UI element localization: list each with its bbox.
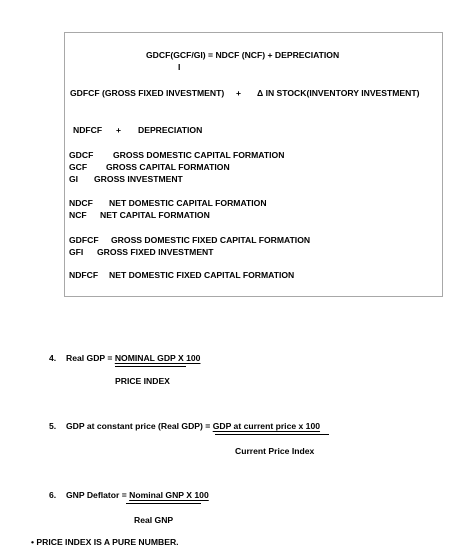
definition-item bbox=[69, 270, 294, 281]
definition-full: NET DOMESTIC FIXED CAPITAL FORMATION bbox=[109, 270, 295, 280]
definition-full: NET DOMESTIC CAPITAL FORMATION bbox=[109, 198, 267, 208]
formula-4 bbox=[49, 353, 200, 364]
formula-lhs: GDP at constant price (Real GDP) = bbox=[66, 421, 213, 431]
definition-abbr: GDCF bbox=[69, 150, 94, 160]
definition-full: GROSS FIXED INVESTMENT bbox=[97, 247, 214, 257]
price-index-note bbox=[31, 537, 179, 548]
definition-full: NET CAPITAL FORMATION bbox=[100, 210, 210, 220]
formula-number: 5. bbox=[49, 421, 57, 431]
row1-left: GDFCF (GROSS FIXED INVESTMENT) bbox=[70, 88, 225, 98]
formula-lhs: Real GDP = bbox=[66, 353, 115, 363]
formula-numerator: Nominal GNP X 100 bbox=[129, 490, 209, 500]
formula-denominator: Current Price Index bbox=[235, 446, 315, 456]
formula-lhs: GNP Deflator = bbox=[66, 490, 130, 500]
definition-item bbox=[69, 210, 210, 221]
definition-abbr: NDCF bbox=[69, 198, 93, 208]
main-equation: GDCF(GCF/GI) = NDCF (NCF) + DEPRECIATION bbox=[146, 50, 340, 60]
definition-item bbox=[69, 162, 230, 173]
formula-6 bbox=[49, 490, 209, 501]
definition-abbr: NDFCF bbox=[69, 270, 99, 280]
formula-denominator: Real GNP bbox=[134, 515, 174, 525]
definition-full: GROSS DOMESTIC FIXED CAPITAL FORMATION bbox=[111, 235, 311, 245]
formula-number: 4. bbox=[49, 353, 57, 363]
definition-full: GROSS DOMESTIC CAPITAL FORMATION bbox=[113, 150, 285, 160]
definition-item bbox=[69, 247, 214, 258]
fraction-rule bbox=[215, 434, 329, 435]
row2-left: NDFCF bbox=[73, 125, 103, 135]
bullet-icon: • bbox=[31, 537, 35, 547]
fraction-rule bbox=[115, 366, 186, 367]
definition-full: GROSS INVESTMENT bbox=[94, 174, 183, 184]
note-text: PRICE INDEX IS A PURE NUMBER. bbox=[36, 537, 179, 547]
definition-abbr: GCF bbox=[69, 162, 88, 172]
row2-plus: + bbox=[116, 125, 122, 135]
divider-mark: I bbox=[178, 62, 181, 72]
formula-number: 6. bbox=[49, 490, 57, 500]
definition-item bbox=[69, 235, 310, 246]
definition-item bbox=[69, 198, 267, 209]
definition-full: GROSS CAPITAL FORMATION bbox=[106, 162, 230, 172]
definition-abbr: NCF bbox=[69, 210, 87, 220]
fraction-rule bbox=[126, 503, 201, 504]
definition-abbr: GFI bbox=[69, 247, 84, 257]
definition-item bbox=[69, 174, 183, 185]
formula-5 bbox=[49, 421, 320, 432]
formula-denominator: PRICE INDEX bbox=[115, 376, 170, 386]
row2-right: DEPRECIATION bbox=[138, 125, 203, 135]
definition-item bbox=[69, 150, 284, 161]
formula-numerator: NOMINAL GDP X 100 bbox=[114, 353, 201, 363]
formula-numerator: GDP at current price x 100 bbox=[212, 421, 321, 431]
definition-abbr: GDFCF bbox=[69, 235, 99, 245]
row1-plus: + bbox=[236, 88, 242, 98]
row1-right: Δ IN STOCK(INVENTORY INVESTMENT) bbox=[257, 88, 420, 98]
definition-abbr: GI bbox=[69, 174, 79, 184]
